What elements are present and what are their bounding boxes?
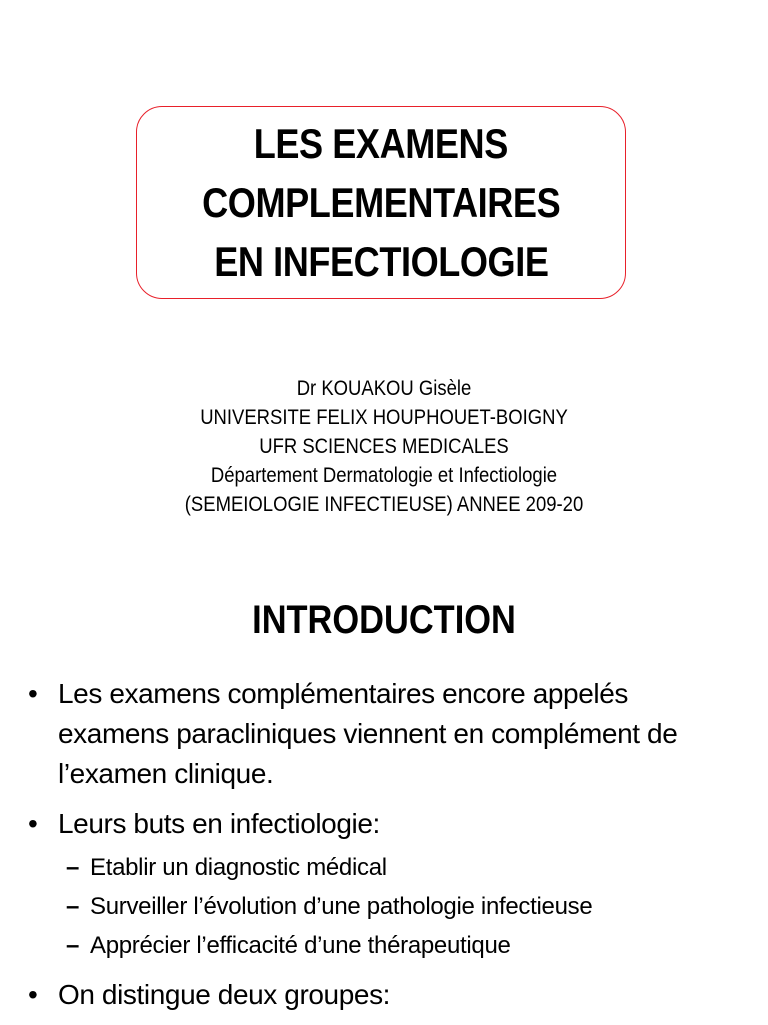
sub-list-item (26, 887, 746, 926)
sub-item-text: Surveiller l’évolution d’une pathologie infectieuse (90, 893, 593, 920)
title-line-3: EN INFECTIOLOGIE (213, 238, 549, 285)
bullet-text: Leurs buts en infectiologie: (58, 808, 380, 839)
sub-list-item (26, 848, 746, 887)
sub-dash: – (66, 854, 80, 881)
author-faculty: UFR SCIENCES MEDICALES (259, 435, 509, 458)
author-department: Département Dermatologie et Infectiologie (210, 464, 558, 487)
author-university: UNIVERSITE FELIX HOUPHOUET-BOIGNY (200, 406, 568, 429)
bullet-text: Les examens complémentaires encore appelés examens paracliniques viennent en complément de l’examen clinique. (58, 678, 678, 789)
bullet-item (26, 674, 746, 794)
title-box (136, 106, 626, 299)
section-heading: INTRODUCTION (252, 598, 516, 642)
sub-list-item (26, 926, 746, 965)
author-course-year: (SEMEIOLOGIE INFECTIEUSE) ANNEE 209-20 (184, 493, 584, 516)
slide-content (26, 674, 746, 1025)
sub-list (26, 848, 746, 965)
bullet-dot: • (28, 808, 38, 839)
sub-dash: – (66, 932, 80, 959)
bullet-item (26, 804, 746, 844)
bullet-item (26, 975, 746, 1015)
sub-dash: – (66, 893, 80, 920)
title-line-2: COMPLEMENTAIRES (201, 179, 561, 226)
title-line-1: LES EXAMENS (253, 120, 509, 167)
author-name: Dr KOUAKOU Gisèle (296, 377, 472, 400)
author-block (0, 374, 768, 519)
bullet-dot: • (28, 678, 38, 709)
sub-item-text: Apprécier l’efficacité d’une thérapeutique (90, 932, 511, 959)
sub-item-text: Etablir un diagnostic médical (90, 854, 387, 881)
bullet-dot: • (28, 979, 38, 1010)
bullet-text: On distingue deux groupes: (58, 979, 391, 1010)
